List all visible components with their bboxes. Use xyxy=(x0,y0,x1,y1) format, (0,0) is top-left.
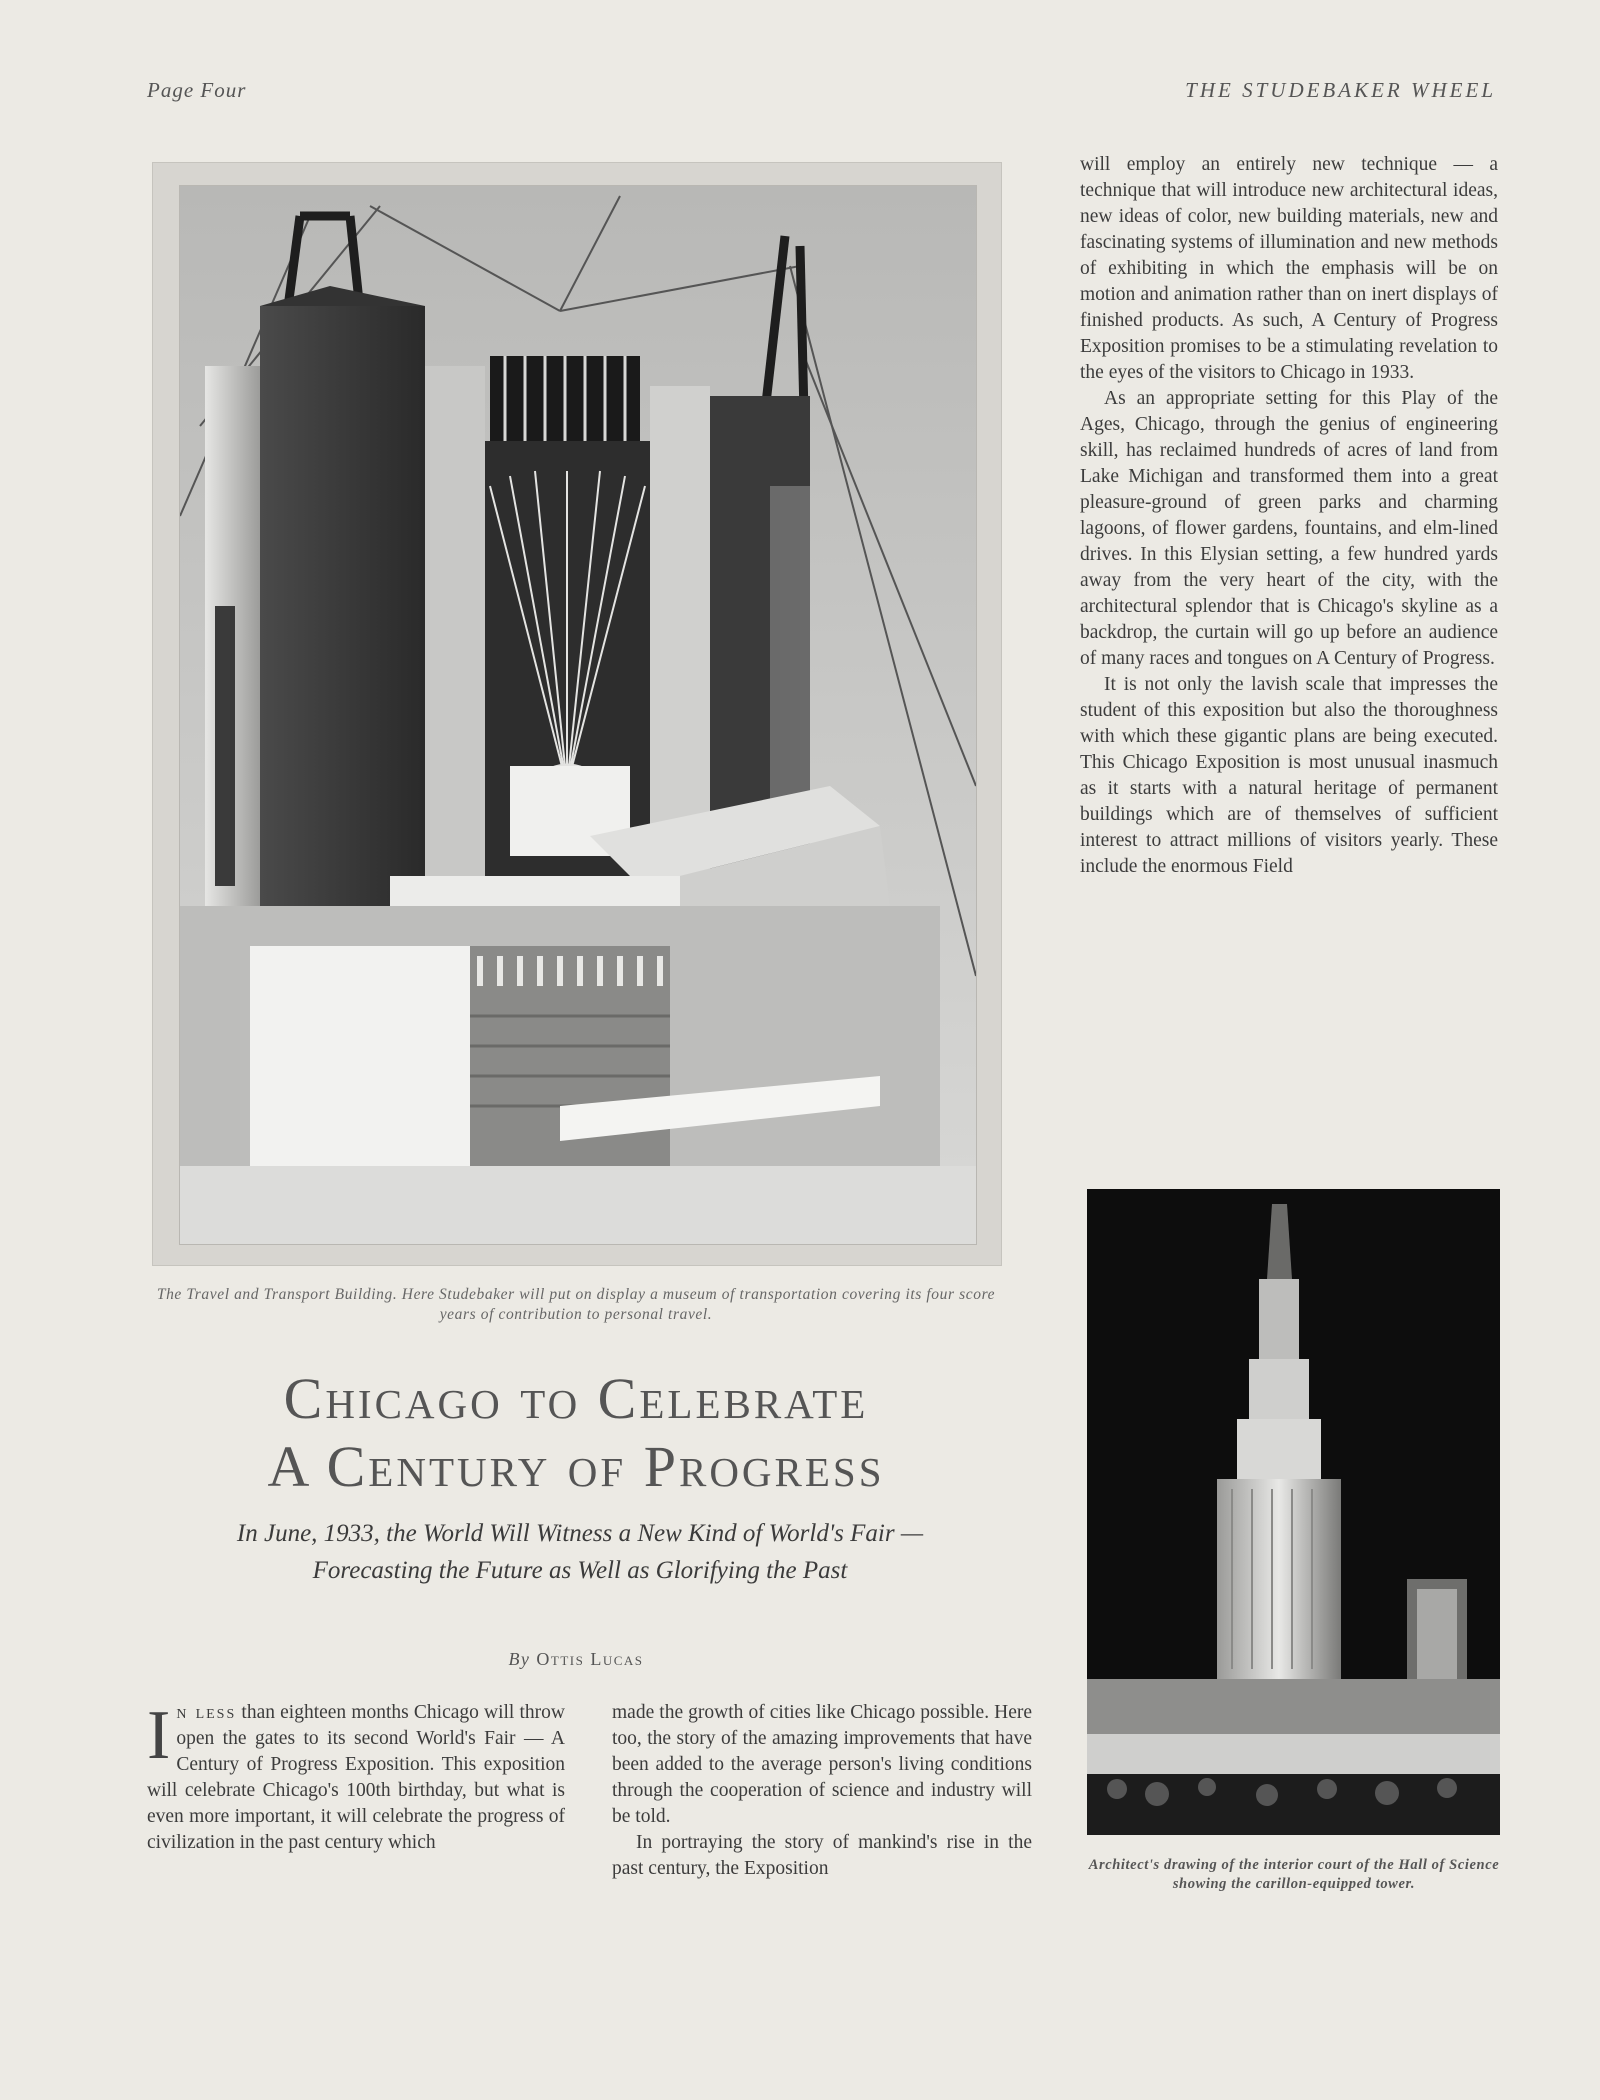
paragraph xyxy=(147,1697,565,1856)
night-tower-illustration xyxy=(1087,1189,1500,1835)
article-subheadline: In June, 1933, the World Will Witness a New Kind of World's Fair — Forecasting the Future as Well as Glorifying the Past xyxy=(236,1520,924,1584)
page-number-label: Page Four xyxy=(147,78,247,102)
headline-line-1: Chicago to Celebrate xyxy=(283,1366,869,1431)
travel-transport-building-photo xyxy=(179,185,977,1245)
paragraph: will employ an entirely new technique — a technique that will introduce new architectural ideas, new ideas of color, new building materials, new and fascinating systems of illumination and new methods of exhibiting in which the emphasis will be on motion and animation rather than on inert displays of finished products. As such, A Century of Progress Exposition promises to be a stimulating revelation to the eyes of the visitors to Chicago in 1933. xyxy=(1080,154,1498,383)
drop-cap: I xyxy=(147,1697,171,1774)
lead-in: n less xyxy=(176,1702,237,1723)
byline-author: Ottis Lucas xyxy=(536,1649,644,1669)
article-column-left xyxy=(147,1697,565,1856)
article-byline xyxy=(150,1649,1002,1670)
headline-line-2: A Century of Progress xyxy=(267,1434,885,1499)
paragraph: As an appropriate setting for this Play of the Ages, Chicago, through the genius of engineering skill, has reclaimed hundreds of acres of land from Lake Michigan and transformed them into a great pleasure-ground of green parks and charming lagoons, of flower gardens, fountains, and elm-lined drives. In this Elysian setting, a few hundred yards away from the very heart of the city, with the architectural splendor that is Chicago's skyline as a backdrop, the curtain will go up before an audience of many races and tongues on A Century of Progress. xyxy=(1080,388,1498,669)
building-illustration xyxy=(180,186,976,1244)
hall-of-science-photo xyxy=(1087,1189,1500,1835)
paragraph-text: than eighteen months Chicago will throw open the gates to its second World's Fair — A Century of Progress Exposition. This exposition will celebrate Chicago's 100th birthday, but what is even more important, it will celebrate the progress of civilization in the past century which xyxy=(147,1702,565,1853)
article-column-right xyxy=(1080,152,1498,880)
paragraph: In portraying the story of mankind's rise in the past century, the Exposition xyxy=(612,1832,1032,1879)
magazine-title: THE STUDEBAKER WHEEL xyxy=(1185,78,1496,102)
side-photo-caption: Architect's drawing of the interior court of the Hall of Science showing the carillon-equipped tower. xyxy=(1088,1857,1500,1892)
paragraph: made the growth of cities like Chicago possible. Here too, the story of the amazing improvements that have been added to the average person's living conditions through the cooperation of science and industry will be told. xyxy=(612,1702,1032,1827)
article-column-middle xyxy=(612,1700,1032,1882)
paragraph: It is not only the lavish scale that impresses the student of this exposition but also the thoroughness with which these gigantic plans are being executed. This Chicago Exposition is most unusual inasmuch as it starts with a natural heritage of permanent buildings which are of themselves of sufficient interest to attract millions of visitors yearly. These include the enormous Field xyxy=(1080,674,1498,877)
main-photo-frame xyxy=(152,162,1002,1266)
main-photo-caption: The Travel and Transport Building. Here Studebaker will put on display a museum of transportation covering its four score years of contribution to personal travel. xyxy=(156,1286,996,1323)
article-headline xyxy=(150,1365,1002,1501)
byline-prefix: By xyxy=(508,1649,531,1669)
